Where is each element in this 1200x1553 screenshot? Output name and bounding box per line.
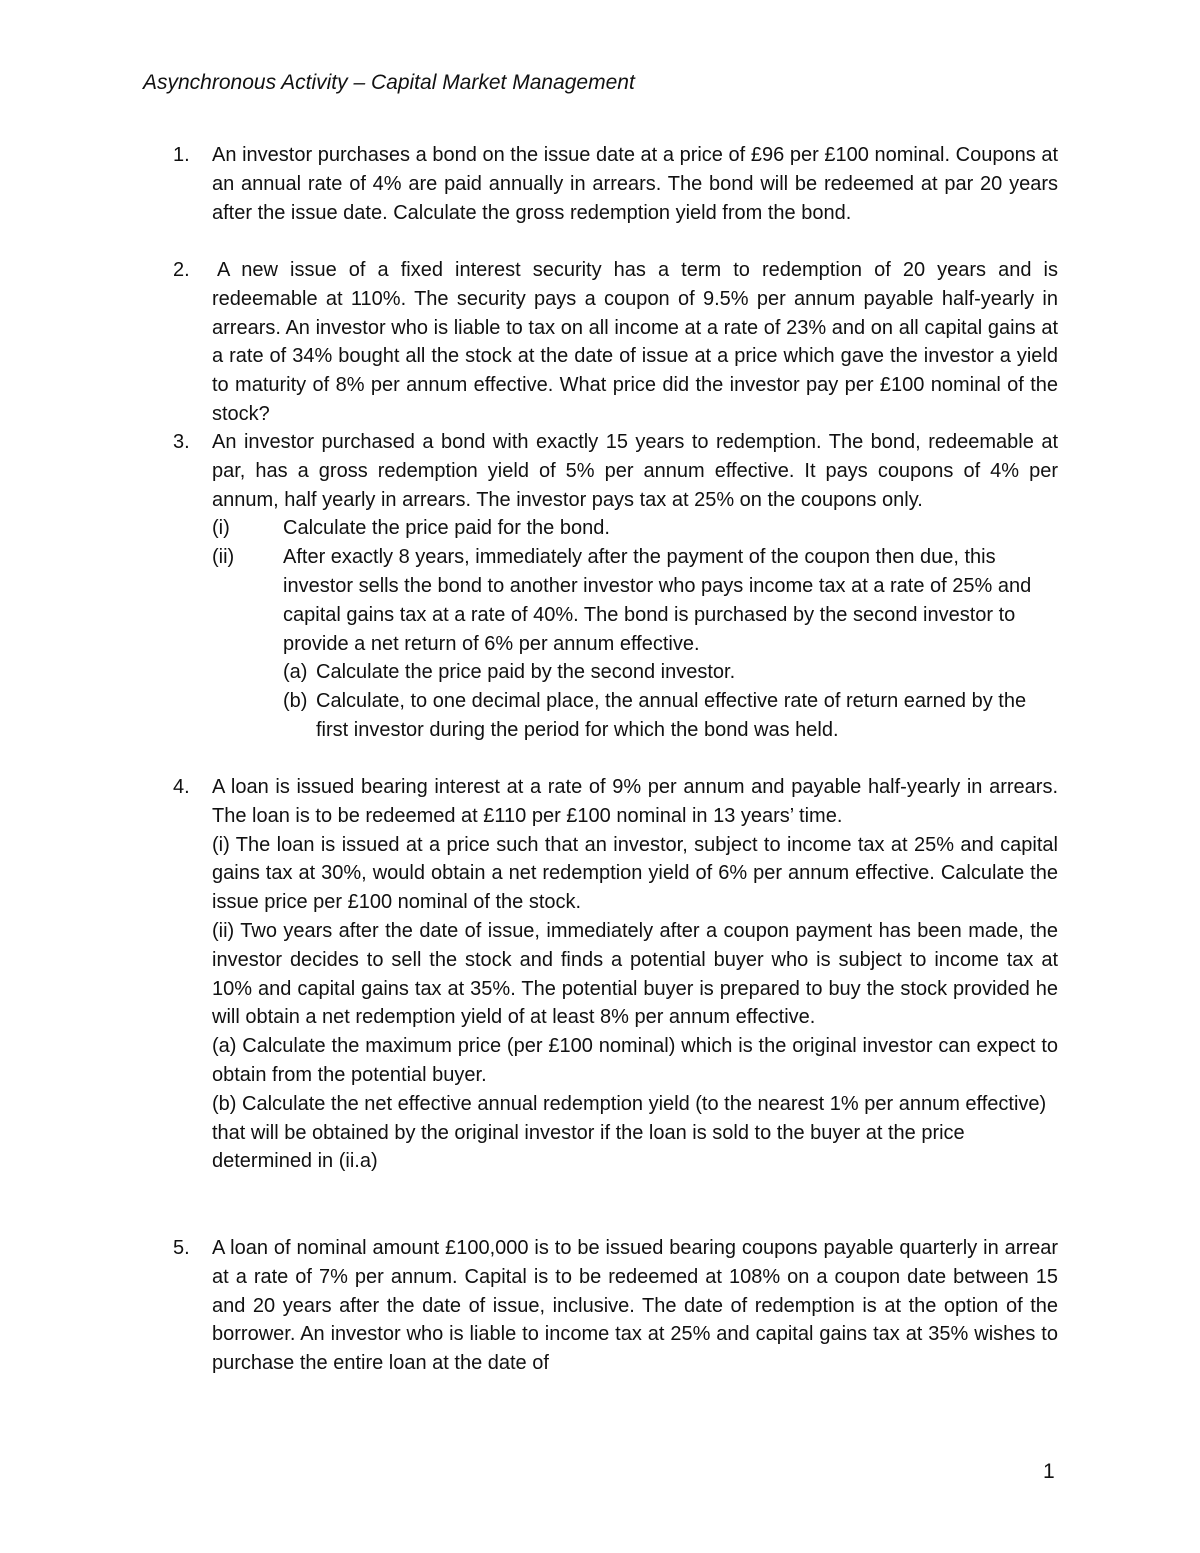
question-4-part-ii-a: (a) Calculate the maximum price (per £100 nominal) which is the original investor can expect to obtain from the potential buyer.	[212, 1035, 1058, 1086]
question-3	[173, 428, 1058, 745]
question-text: A loan of nominal amount £100,000 is to be issued bearing coupons payable quarterly in arrear at a rate of 7% per annum. Capital is to be redeemed at 108% on a coupon date between 15 and 20 years after the date of issue, inclusive. The date of redemption is at the option of the borrower. An investor who is liable to income tax at 25% and capital gains tax at 35% wishes to purchase the entire loan at the date of	[212, 1237, 1058, 1375]
question-5	[173, 1234, 1058, 1378]
question-3-part-ii	[212, 543, 1058, 745]
question-number: 4.	[173, 776, 190, 798]
question-2	[173, 256, 1058, 429]
question-4	[173, 773, 1058, 1176]
question-3-part-ii-b	[283, 687, 1058, 745]
subpart-text: Calculate the price paid by the second investor.	[316, 661, 736, 684]
subpart-text: Calculate, to one decimal place, the annual effective rate of return earned by the first investor during the period for which the bond was held.	[316, 690, 1027, 741]
question-text: An investor purchases a bond on the issue date at a price of £96 per £100 nominal. Coupons at an annual rate of 4% are paid annually in arrears. The bond will be redeemed at par 20 years after the issue date. Calculate the gross redemption yield from the bond.	[212, 144, 1058, 224]
document-header: Asynchronous Activity – Capital Market Management	[143, 71, 635, 94]
question-4-part-ii-b: (b) Calculate the net effective annual redemption yield (to the nearest 1% per annum effective) that will be obtained by the original investor if the loan is sold to the buyer at the price determined in (ii.a)	[212, 1092, 1047, 1173]
subpart-label: (b)	[283, 690, 308, 713]
part-text: Calculate the price paid for the bond.	[283, 517, 610, 540]
subpart-label: (a)	[283, 661, 308, 684]
question-text: An investor purchased a bond with exactly 15 years to redemption. The bond, redeemable at par, has a gross redemption yield of 5% per annum effective. It pays coupons of 4% per annum, half yearly in arrears. The investor pays tax at 25% on the coupons only.	[212, 431, 1058, 511]
part-label: (i)	[212, 517, 230, 540]
question-number: 5.	[173, 1237, 190, 1259]
question-number: 3.	[173, 431, 190, 453]
question-number: 1.	[173, 144, 190, 166]
question-3-part-i	[212, 514, 1058, 543]
part-label: (ii)	[212, 546, 235, 569]
question-4-part-i: (i) The loan is issued at a price such that an investor, subject to income tax at 25% and capital gains tax at 30%, would obtain a net redemption yield of 6% per annum effective. Calculate the issue price per £100 nominal of the stock.	[212, 833, 1058, 914]
question-number: 2.	[173, 259, 190, 281]
question-4-part-ii: (ii) Two years after the date of issue, immediately after a coupon payment has been made, the investor decides to sell the stock and finds a potential buyer who is subject to income tax at 10% and capital gains tax at 35%. The potential buyer is prepared to buy the stock provided he will obtain a net redemption yield of at least 8% per annum effective.	[212, 919, 1058, 1029]
question-text: A loan is issued bearing interest at a rate of 9% per annum and payable half-yearly in arrears. The loan is to be redeemed at £110 per £100 nominal in 13 years’ time.	[212, 776, 1058, 827]
question-1	[173, 141, 1058, 227]
part-text: After exactly 8 years, immediately after the payment of the coupon then due, this investor sells the bond to another investor who pays income tax at a rate of 25% and capital gains tax at a rate of 40%. The bond is purchased by the second investor to provide a net return of 6% per annum effective.	[283, 546, 1032, 655]
question-text: A new issue of a fixed interest security has a term to redemption of 20 years and is redeemable at 110%. The security pays a coupon of 9.5% per annum payable half-yearly in arrears. An investor who is liable to tax on all income at a rate of 23% and on all capital gains at a rate of 34% bought all the stock at the date of issue at a price which gave the investor a yield to maturity of 8% per annum effective. What price did the investor pay per £100 nominal of the stock?	[212, 259, 1058, 425]
question-3-part-ii-a	[283, 658, 1058, 687]
page-number: 1	[1043, 1460, 1055, 1483]
